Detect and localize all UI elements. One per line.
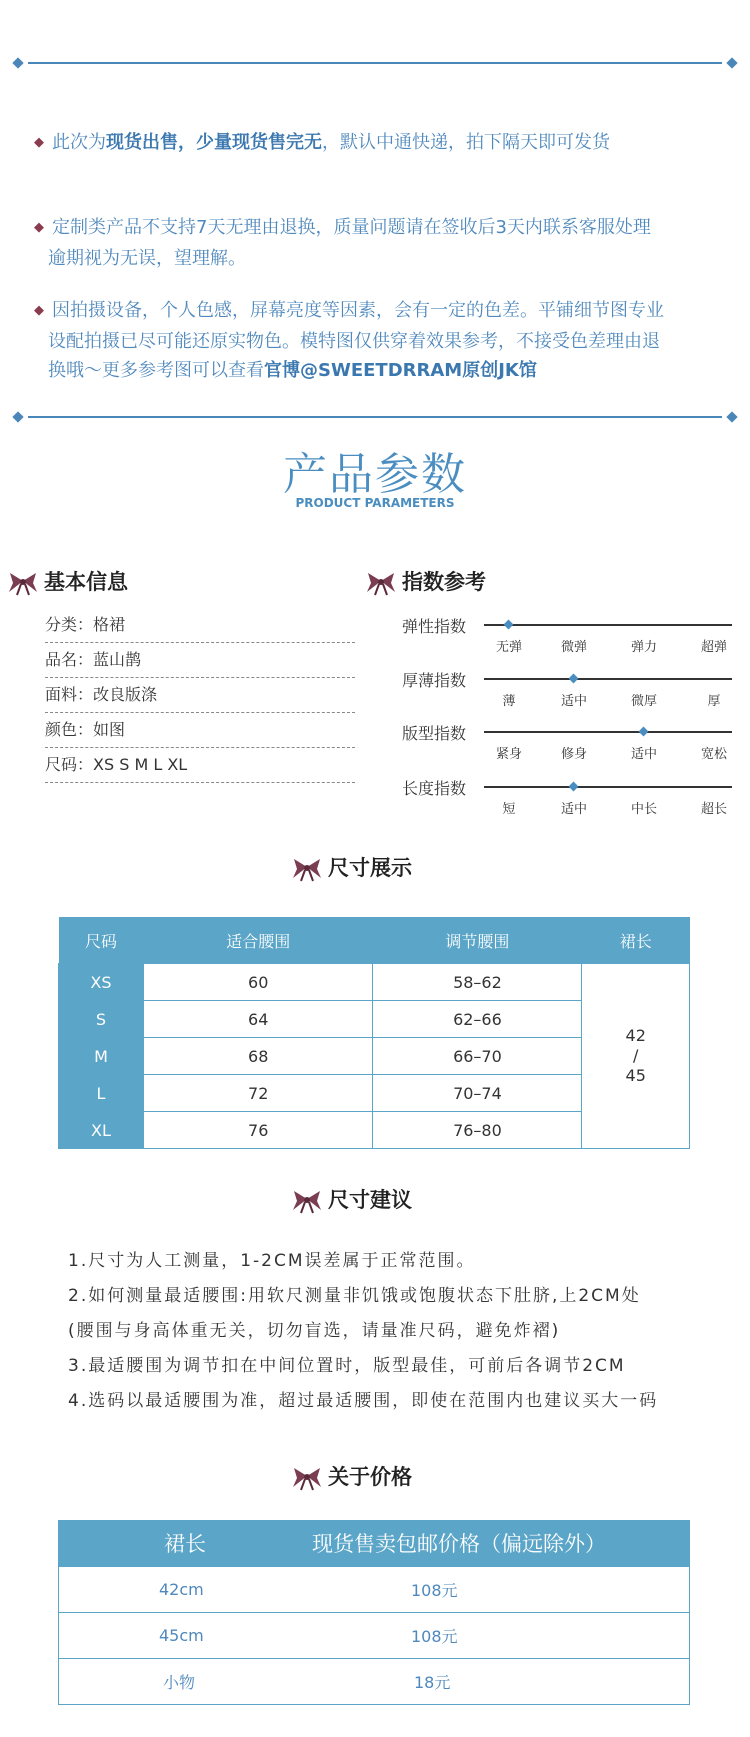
price-header-price: 现货售卖包邮价格（偏远除外） <box>311 1520 690 1567</box>
price-length-cell: 45cm <box>59 1613 312 1659</box>
advice-line-1: 1.尺寸为人工测量，1-2CM误差属于正常范围。 <box>68 1251 476 1271</box>
size-display-heading: 尺寸展示 <box>292 852 412 882</box>
index-scale-line <box>484 786 732 788</box>
fit-waist-cell: 60 <box>143 964 372 1001</box>
index-option: 超长 <box>700 802 727 817</box>
index-label: 厚薄指数 <box>402 671 467 690</box>
price-table-header-row <box>59 1520 690 1567</box>
index-option: 微厚 <box>630 694 657 709</box>
price-heading: 关于价格 <box>292 1461 412 1491</box>
size-advice-heading: 尺寸建议 <box>292 1184 412 1214</box>
index-option: 超弹 <box>700 640 727 655</box>
middle-divider-right-diamond <box>726 411 737 422</box>
table-row <box>59 1567 690 1613</box>
index-option: 短 <box>502 802 516 817</box>
size-cell: XS <box>59 964 144 1001</box>
size-table-header-row <box>59 917 690 964</box>
middle-divider-left-diamond <box>12 411 23 422</box>
top-divider <box>28 62 722 64</box>
price-value-cell: 18元 <box>311 1659 690 1705</box>
middle-divider <box>28 416 722 418</box>
adjust-waist-cell: 58–62 <box>373 964 582 1001</box>
index-option: 微弹 <box>560 640 587 655</box>
size-cell: M <box>59 1038 144 1075</box>
index-option: 宽松 <box>700 747 727 762</box>
adjust-waist-cell: 66–70 <box>373 1038 582 1075</box>
advice-line-5: 4.选码以最适腰围为准，超过最适腰围，即使在范围内也建议买大一码 <box>68 1391 659 1411</box>
index-option: 厚 <box>707 694 721 709</box>
index-marker-icon <box>504 620 514 630</box>
index-option: 弹力 <box>630 640 657 655</box>
params-subtitle: PRODUCT PARAMETERS <box>295 496 455 510</box>
size-cell: S <box>59 1001 144 1038</box>
index-option: 适中 <box>560 694 587 709</box>
size-table <box>58 917 690 1149</box>
index-option: 无弹 <box>495 640 522 655</box>
price-value-cell: 108元 <box>311 1613 690 1659</box>
size-cell: XL <box>59 1112 144 1149</box>
index-label: 弹性指数 <box>402 617 467 636</box>
price-table <box>58 1520 690 1705</box>
length-cell: 42 / 45 <box>582 964 690 1149</box>
info-size: 尺码：XS S M L XL <box>45 748 355 783</box>
info-color: 颜色：如图 <box>45 713 355 748</box>
adjust-waist-cell: 70–74 <box>373 1075 582 1112</box>
bow-icon <box>292 1188 322 1214</box>
size-header-fit-waist: 适合腰围 <box>143 917 372 964</box>
top-divider-left-diamond <box>12 57 23 68</box>
bullet-diamond-icon: ◆ <box>34 220 44 235</box>
index-ref-heading: 指数参考 <box>366 566 486 596</box>
advice-line-4: 3.最适腰围为调节扣在中间位置时，版型最佳，可前后各调节2CM <box>68 1356 626 1376</box>
table-row <box>59 1613 690 1659</box>
bow-icon <box>8 570 38 596</box>
price-length-cell: 42cm <box>59 1567 312 1613</box>
index-marker-icon <box>569 782 579 792</box>
index-option: 薄 <box>502 694 516 709</box>
index-label: 长度指数 <box>402 779 467 798</box>
index-scale-line <box>484 731 732 733</box>
advice-line-2: 2.如何测量最适腰围:用软尺测量非饥饿或饱腹状态下肚脐,上2CM处 <box>68 1286 641 1306</box>
advice-line-3: (腰围与身高体重无关，切勿盲选，请量准尺码，避免炸褶) <box>68 1321 561 1341</box>
index-scale-line <box>484 678 732 680</box>
notice-stock: ◆ 此次为现货出售，少量现货售完无，默认中通快递，拍下隔天即可发货 <box>34 132 610 153</box>
size-header-adjust-waist: 调节腰围 <box>373 917 582 964</box>
notice-custom-return: ◆ 定制类产品不支持7天无理由退换，质量问题请在签收后3天内联系客服处理 逾期视为无误，望理解。 <box>34 217 651 269</box>
adjust-waist-cell: 62–66 <box>373 1001 582 1038</box>
notice-color-difference: ◆ 因拍摄设备，个人色感，屏幕亮度等因素，会有一定的色差。平铺细节图专业 设配拍摄已尽可能还原实物色。模特图仅供穿着效果参考，不接受色差理由退 换哦～更多参考图可以查看官博@SWEETDRRAM原创JK馆 <box>34 300 664 381</box>
notice-stock-highlight: 现货出售，少量现货售完无 <box>106 132 322 153</box>
price-value-cell: 108元 <box>311 1567 690 1613</box>
params-title: 产品参数 <box>283 449 467 500</box>
index-scale-line <box>484 624 732 626</box>
fit-waist-cell: 72 <box>143 1075 372 1112</box>
index-option: 紧身 <box>495 747 522 762</box>
price-length-cell: 小物 <box>59 1659 312 1705</box>
fit-waist-cell: 76 <box>143 1112 372 1149</box>
official-weibo-link[interactable]: 官博@SWEETDRRAM原创JK馆 <box>264 360 537 381</box>
fit-waist-cell: 68 <box>143 1038 372 1075</box>
bullet-diamond-icon: ◆ <box>34 303 44 318</box>
bow-icon <box>292 856 322 882</box>
bullet-diamond-icon: ◆ <box>34 135 44 150</box>
table-row <box>59 964 690 1001</box>
fit-waist-cell: 64 <box>143 1001 372 1038</box>
index-marker-icon <box>569 674 579 684</box>
info-category: 分类：格裙 <box>45 608 355 643</box>
index-option: 修身 <box>560 747 587 762</box>
size-header-size: 尺码 <box>59 917 144 964</box>
bow-icon <box>366 570 396 596</box>
info-product-name: 品名：蓝山鹊 <box>45 643 355 678</box>
index-label: 版型指数 <box>402 724 467 743</box>
adjust-waist-cell: 76–80 <box>373 1112 582 1149</box>
info-fabric: 面料：改良版涤 <box>45 678 355 713</box>
index-option: 中长 <box>630 802 657 817</box>
index-marker-icon <box>639 727 649 737</box>
top-divider-right-diamond <box>726 57 737 68</box>
index-option: 适中 <box>630 747 657 762</box>
size-cell: L <box>59 1075 144 1112</box>
price-header-length: 裙长 <box>59 1520 312 1567</box>
size-header-length: 裙长 <box>582 917 690 964</box>
index-option: 适中 <box>560 802 587 817</box>
bow-icon <box>292 1465 322 1491</box>
table-row <box>59 1659 690 1705</box>
basic-info-heading: 基本信息 <box>8 566 128 596</box>
